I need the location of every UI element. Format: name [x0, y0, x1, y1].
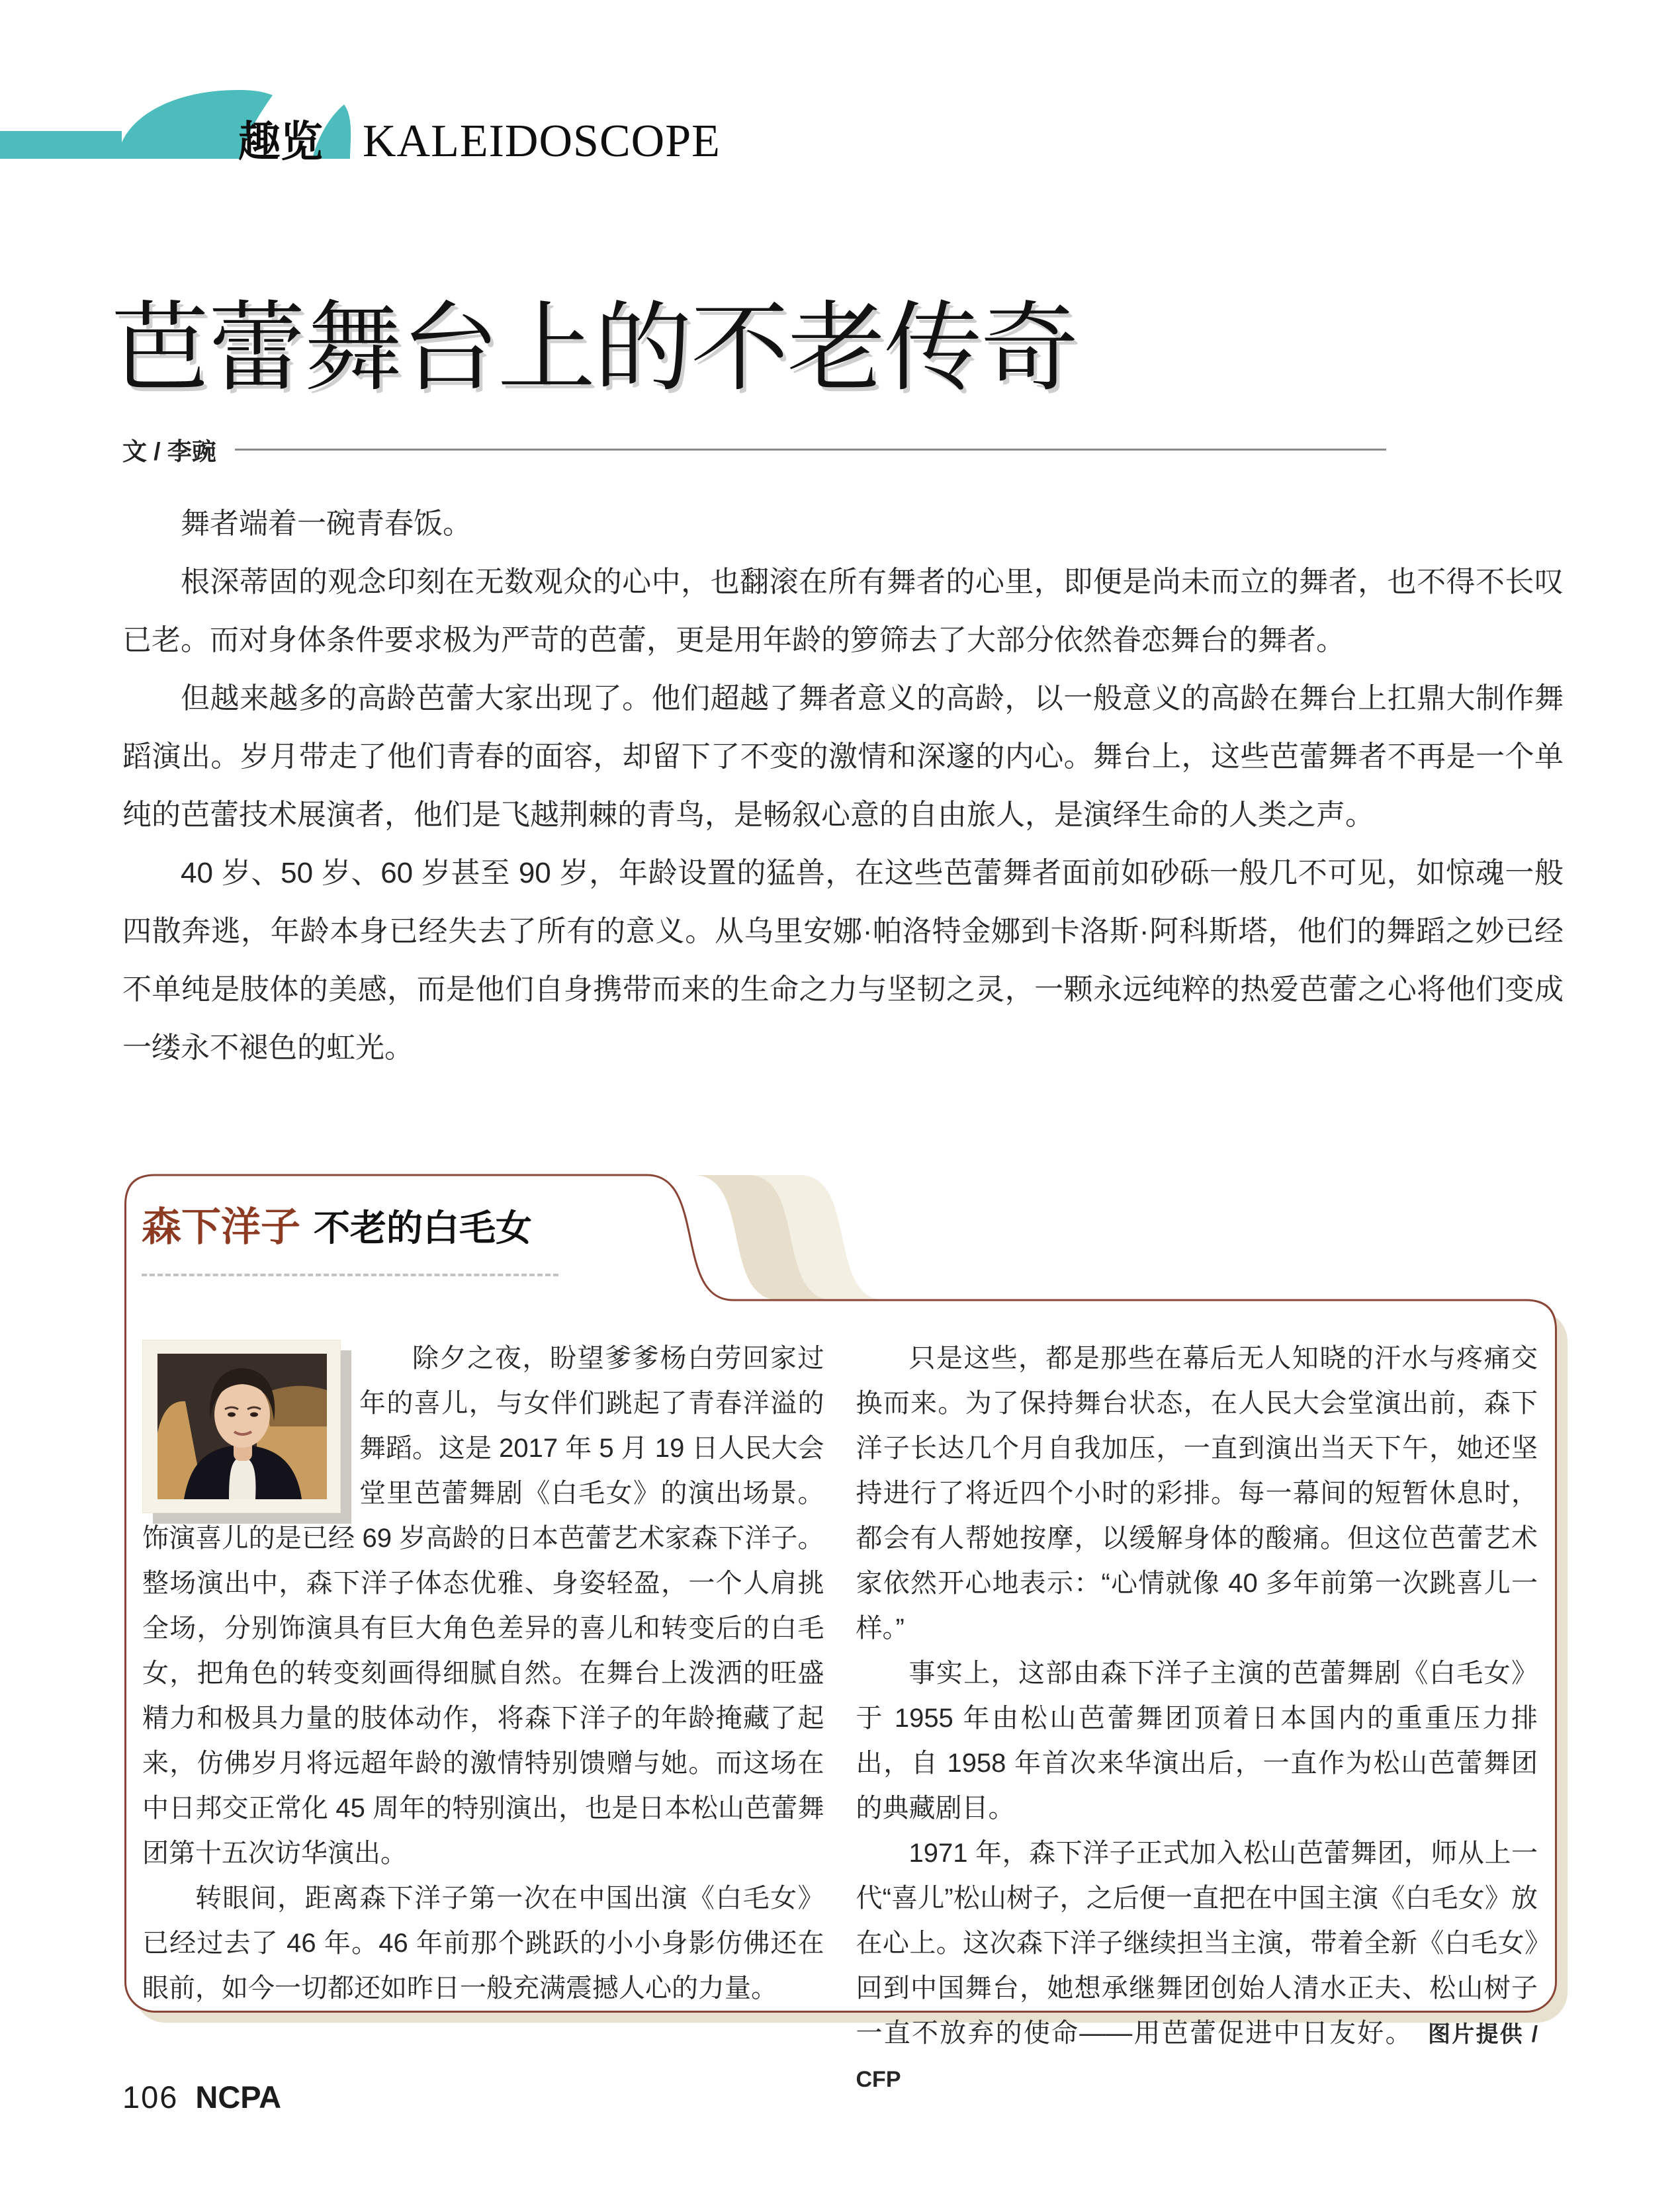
paragraph-4: 40 岁、50 岁、60 岁甚至 90 岁，年龄设置的猛兽，在这些芭蕾舞者面前如砂砾一般几不可见，如惊魂一般四散奔逃，年龄本身已经失去了所有的意义。从乌里安娜·帕洛特金娜到卡洛斯·阿科斯塔，他们的舞蹈之妙已经不单纯是肢体的美感，而是他们自身携带而来的生命之力与坚韧之灵，一颗永远纯粹的热爱芭蕾之心将他们变成一缕永不褪色的虹光。 — [122, 857, 1564, 1064]
section-title-en: KALEIDOSCOPE — [363, 116, 721, 167]
box-right-paragraph-1: 只是这些，都是那些在幕后无人知晓的汗水与疼痛交换而来。为了保持舞台状态，在人民大会堂演出前，森下洋子长达几个月自我加压，一直到演出当天下午，她还坚持进行了将近四个小时的彩排。每一幕间的短暂休息时，都会有人帮她按摩，以缓解身体的酸痛。但这位芭蕾艺术家依然开心地表示：“心情就像 40 多年前第一次跳喜儿一样。” — [856, 1344, 1538, 1643]
page-number: 106 — [122, 2079, 179, 2115]
box-right-paragraph-3: 1971 年，森下洋子正式加入松山芭蕾舞团，师从上一代“喜儿”松山树子，之后便一直把在中国主演《白毛女》放在心上。这次森下洋子继续担当主演，带着全新《白毛女》回到中国舞台，她想承继舞团创始人清水正夫、松山树子一直不放弃的使命——用芭蕾促进中日友好。 图片提供 / CFP — [856, 1839, 1538, 2092]
column-left — [142, 1336, 824, 2011]
photo-frame — [142, 1340, 341, 1513]
section-logo-arch-icon — [0, 79, 794, 185]
brand: NCPA — [195, 2079, 282, 2115]
footer — [122, 2079, 281, 2115]
feature-box — [124, 1173, 1559, 2092]
section-title-cn: 趣览 — [238, 118, 323, 165]
byline-row — [122, 431, 1466, 467]
photo-credit: 图片提供 / CFP — [856, 2022, 1538, 2092]
box-right-paragraph-2: 事实上，这部由森下洋子主演的芭蕾舞剧《白毛女》于 1955 年由松山芭蕾舞团顶着日本国内的重重压力排出，自 1958 年首次来华演出后，一直作为松山芭蕾舞团的典藏剧目。 — [856, 1659, 1538, 1823]
column-right — [856, 1336, 1538, 2092]
section-header — [0, 79, 794, 185]
box-left-paragraph-2: 转眼间，距离森下洋子第一次在中国出演《白毛女》已经过去了 46 年。46 年前那个跳跃的小小身影仿佛还在眼前，如今一切都还如昨日一般充满震撼人心的力量。 — [142, 1884, 824, 2003]
heading-subtitle: 不老的白毛女 — [314, 1207, 533, 1248]
box-left-paragraph-1: 除夕之夜，盼望爹爹杨白劳回家过年的喜儿，与女伴们跳起了青春洋溢的舞蹈。这是 2017 年 5 月 19 日人民大会堂里芭蕾舞剧《白毛女》的演出场景。饰演喜儿的是已经 69 岁高龄的日本芭蕾艺术家森下洋子。整场演出中，森下洋子体态优雅、身姿轻盈，一个人肩挑全场，分别饰演具有巨大角色差异的喜儿和转变后的白毛女，把角色的转变刻画得细腻自然。在舞台上泼洒的旺盛精力和极具力量的肢体动作，将森下洋子的年龄掩藏了起来，仿佛岁月将远超年龄的激情特别馈赠与她。而这场在中日邦交正常化 45 周年的特别演出，也是日本松山芭蕾舞团第十五次访华演出。 — [142, 1344, 824, 1868]
dashed-divider — [142, 1274, 558, 1276]
heading-name: 森下洋子 — [142, 1205, 300, 1249]
paragraph-1: 舞者端着一碗青春饭。 — [181, 507, 472, 540]
article-title: 芭蕾舞台上的不老传奇 — [111, 295, 1077, 404]
byline: 文 / 李豌 — [122, 438, 216, 465]
paragraph-3: 但越来越多的高龄芭蕾大家出现了。他们超越了舞者意义的高龄，以一般意义的高龄在舞台上扛鼎大制作舞蹈演出。岁月带走了他们青春的面容，却留下了不变的激情和深邃的内心。舞台上，这些芭蕾舞者不再是一个单纯的芭蕾技术展演者，他们是飞越荆棘的青鸟，是畅叙心意的自由旅人，是演绎生命的人类之声。 — [122, 682, 1564, 831]
body-copy — [122, 495, 1564, 1077]
paragraph-2: 根深蒂固的观念印刻在无数观众的心中，也翻滚在所有舞者的心里，即便是尚未而立的舞者，也不得不长叹已老。而对身体条件要求极为严苛的芭蕾，更是用年龄的箩筛去了大部分依然眷恋舞台的舞者。 — [122, 566, 1564, 656]
photo-morishita-yoko — [157, 1354, 327, 1499]
feature-box-heading — [142, 1196, 532, 1252]
feature-box-content — [124, 1332, 1557, 2092]
byline-rule — [235, 449, 1386, 451]
